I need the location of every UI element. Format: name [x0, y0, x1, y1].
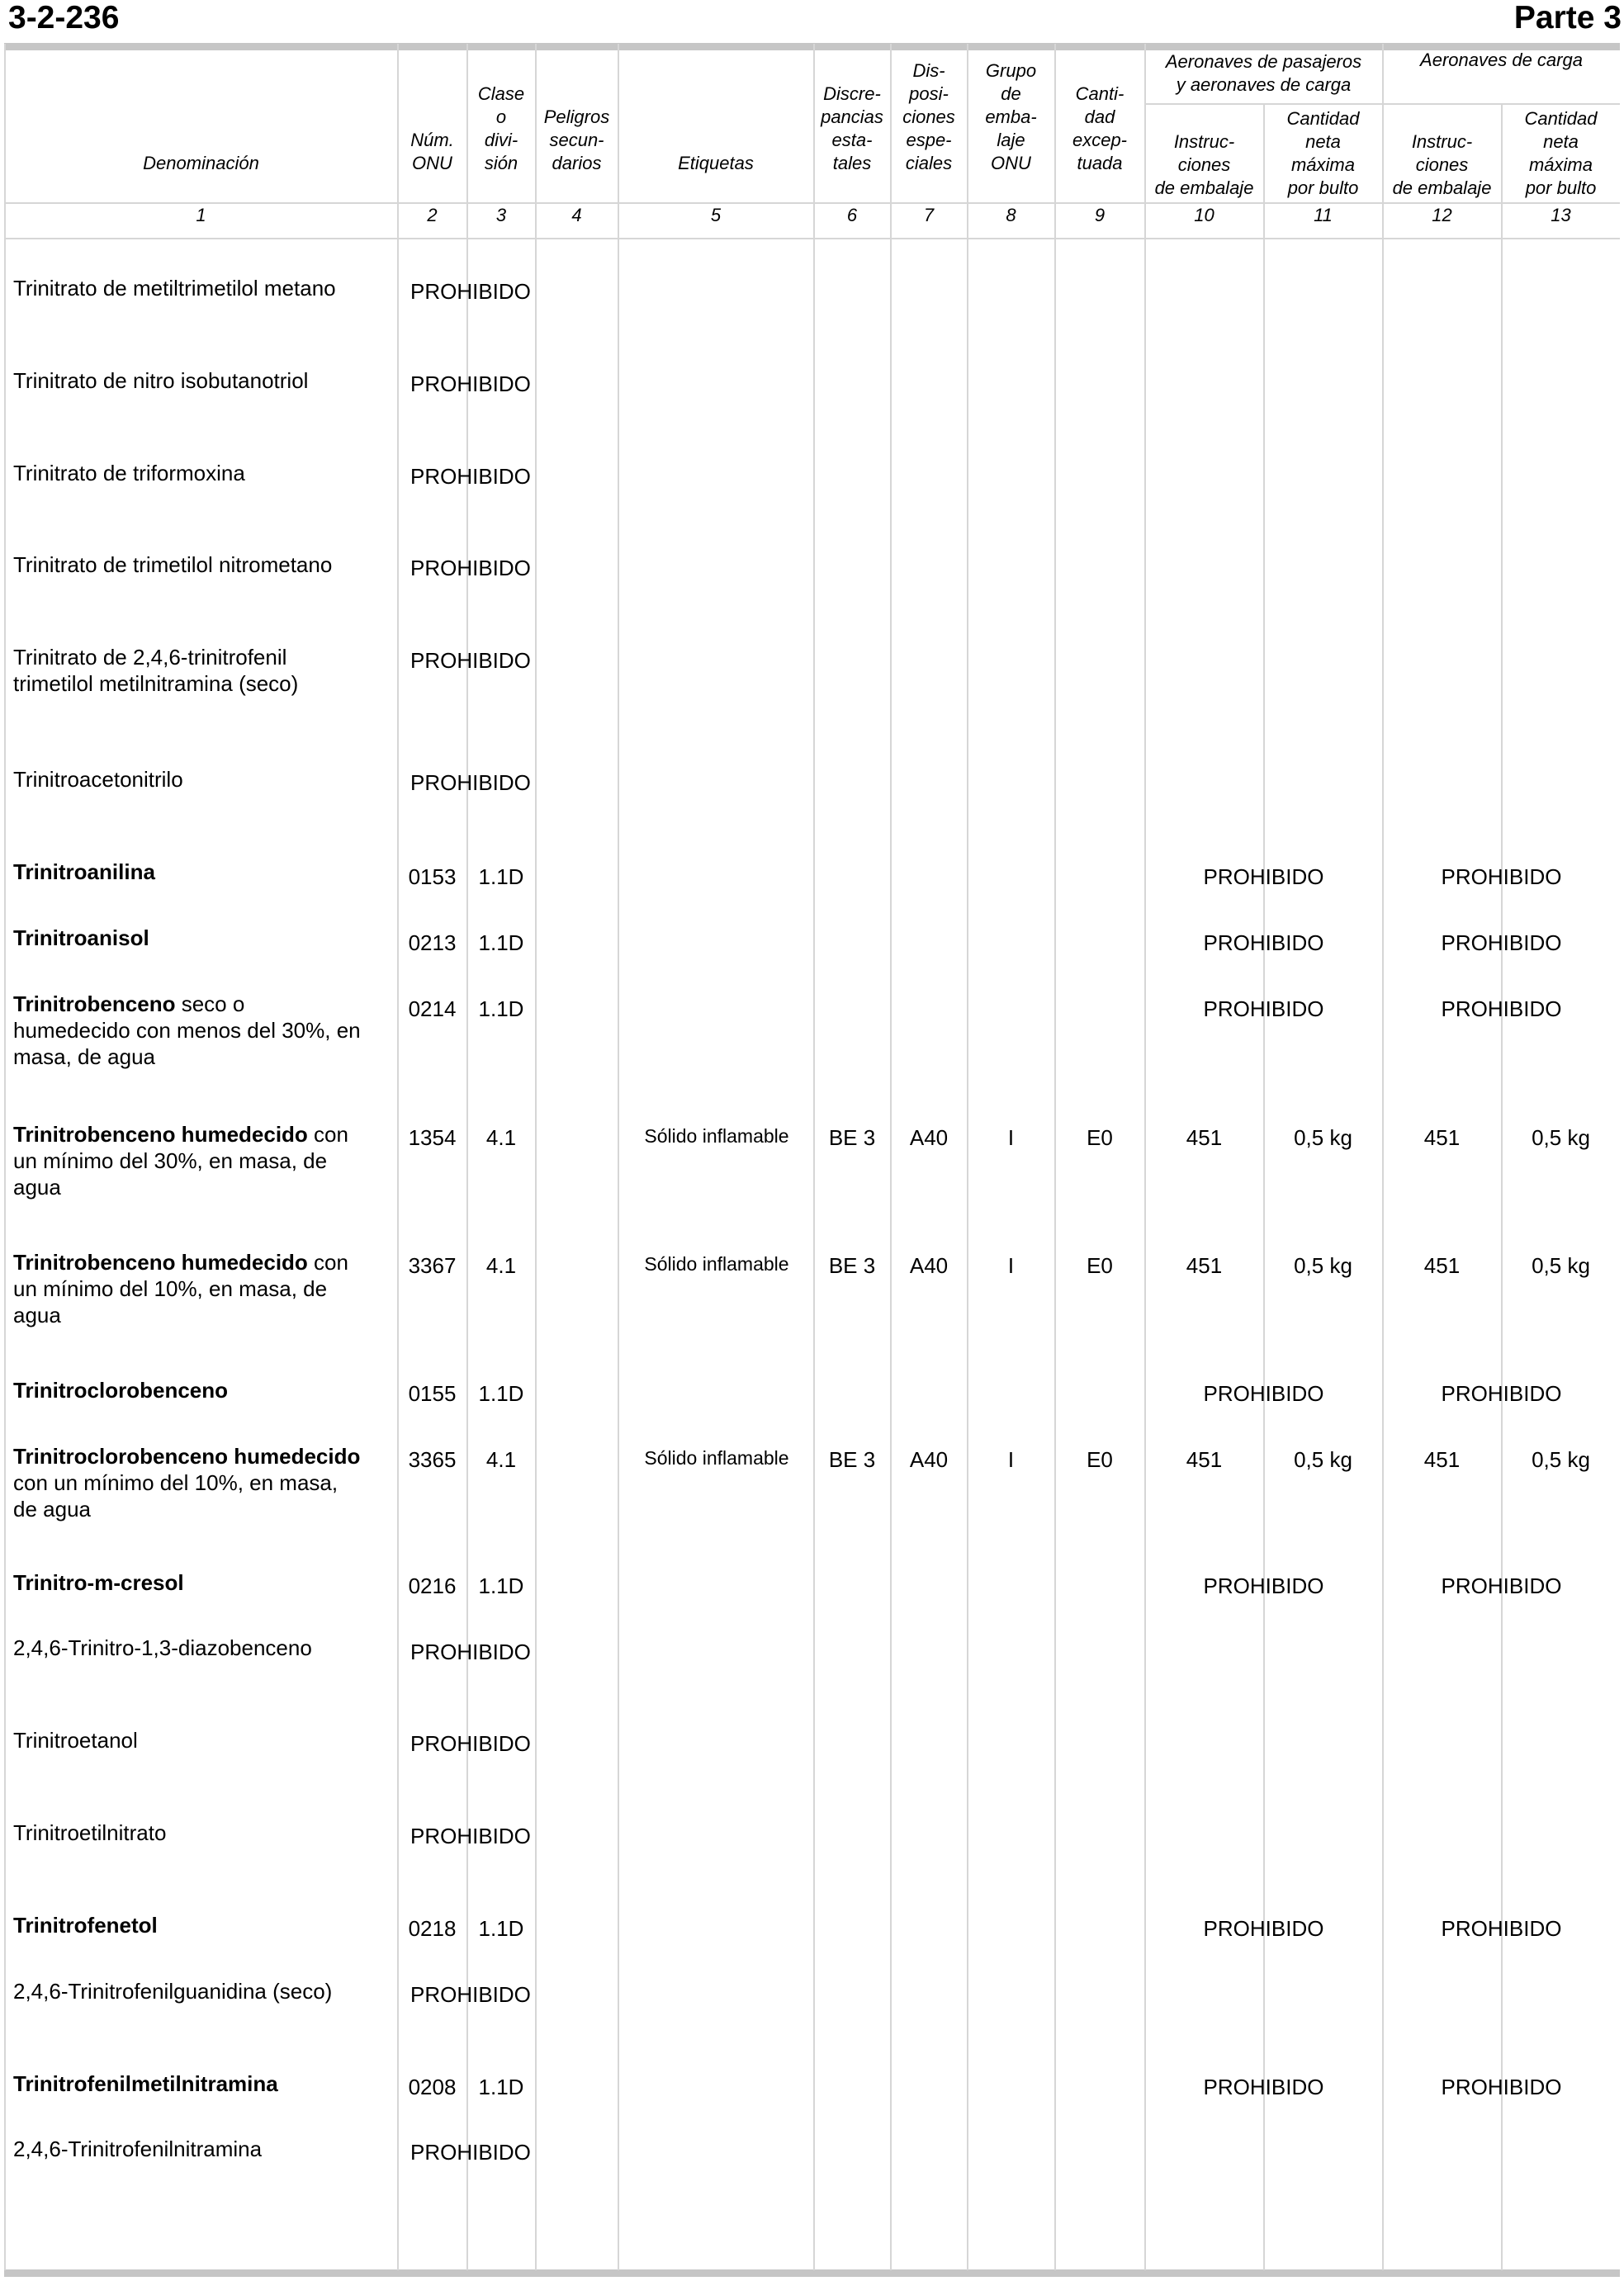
- pax-max-quantity: 0,5 kg: [1294, 1253, 1352, 1278]
- hazard-class: 1.1D: [478, 1381, 524, 1406]
- pax-prohibited: PROHIBIDO: [1203, 2075, 1324, 2099]
- excepted-quantity: E0: [1087, 1253, 1113, 1278]
- cargo-max-quantity: 0,5 kg: [1532, 1125, 1590, 1150]
- un-number: 3365: [408, 1447, 457, 1472]
- col-number: 5: [710, 205, 722, 225]
- col-header-clase: Clase o divi- sión: [477, 83, 525, 173]
- col-header-instrucciones-cargo: Instruc- ciones de embalaje: [1392, 131, 1492, 198]
- cargo-prohibited: PROHIBIDO: [1441, 1574, 1562, 1598]
- table-row-name: 2,4,6-Trinitrofenilguanidina (seco): [13, 1979, 333, 2004]
- table-row-name: Trinitroclorobenceno: [13, 1378, 229, 1403]
- prohibited-status: PROHIBIDO: [410, 648, 531, 673]
- table-row-name: Trinitrobenceno humedecido con un mínimo del 10%, en masa, de agua: [13, 1250, 348, 1327]
- label-text: Sólido inflamable: [644, 1447, 789, 1469]
- cargo-prohibited: PROHIBIDO: [1441, 1381, 1562, 1406]
- col-number: 2: [427, 205, 438, 225]
- col-header-instrucciones-pax: Instruc- ciones de embalaje: [1154, 131, 1254, 198]
- table-row-name: Trinitrobenceno humedecido con un mínimo del 30%, en masa, de agua: [13, 1122, 348, 1200]
- pax-prohibited: PROHIBIDO: [1203, 1574, 1324, 1598]
- col-number: 1: [196, 205, 206, 225]
- pax-prohibited: PROHIBIDO: [1203, 864, 1324, 889]
- special-provision: A40: [909, 1253, 949, 1278]
- packing-group: I: [1007, 1447, 1015, 1472]
- prohibited-status: PROHIBIDO: [410, 1731, 531, 1756]
- hazard-class: 1.1D: [478, 1574, 524, 1598]
- pax-packing-instruction: 451: [1186, 1253, 1223, 1278]
- col-header-cantidad-exceptuada: Canti- dad excep- tuada: [1072, 83, 1128, 173]
- col-header-cantidad-neta-cargo: Cantidad neta máxima por bulto: [1524, 108, 1598, 198]
- table-border-left: [4, 44, 6, 2270]
- state-discrepancy: BE 3: [828, 1125, 876, 1150]
- col-header-disposiciones: Dis- posi- ciones espe- ciales: [902, 60, 955, 173]
- cargo-prohibited: PROHIBIDO: [1441, 996, 1562, 1021]
- prohibited-status: PROHIBIDO: [410, 1640, 531, 1664]
- prohibited-status: PROHIBIDO: [410, 2140, 531, 2165]
- un-number: 0153: [408, 864, 457, 889]
- col-divider: [1263, 104, 1265, 2270]
- prohibited-status: PROHIBIDO: [410, 371, 531, 396]
- pax-max-quantity: 0,5 kg: [1294, 1447, 1352, 1472]
- prohibited-status: PROHIBIDO: [410, 1824, 531, 1848]
- col-divider: [1054, 44, 1056, 2270]
- col-header-discrepancias: Discre- pancias esta- tales: [821, 83, 883, 173]
- table-row-name: Trinitrofenetol: [13, 1913, 158, 1938]
- prohibited-status: PROHIBIDO: [410, 770, 531, 795]
- hazard-class: 1.1D: [478, 864, 524, 889]
- label-text: Sólido inflamable: [644, 1125, 789, 1147]
- table-row-name: Trinitrato de metiltrimetilol metano: [13, 276, 336, 301]
- un-number: 0216: [408, 1574, 457, 1598]
- hazard-class: 1.1D: [478, 2075, 524, 2099]
- hazard-class: 4.1: [485, 1447, 517, 1472]
- pax-prohibited: PROHIBIDO: [1203, 1381, 1324, 1406]
- hazard-class: 1.1D: [478, 930, 524, 955]
- cargo-prohibited: PROHIBIDO: [1441, 864, 1562, 889]
- excepted-quantity: E0: [1087, 1447, 1113, 1472]
- table-row-name: Trinitrato de trimetilol nitrometano: [13, 552, 333, 577]
- header-divider: [4, 202, 1620, 204]
- table-row-name: 2,4,6-Trinitro-1,3-diazobenceno: [13, 1635, 312, 1660]
- col-divider: [890, 44, 892, 2270]
- pax-packing-instruction: 451: [1186, 1125, 1223, 1150]
- packing-group: I: [1007, 1253, 1015, 1278]
- un-number: 0208: [408, 2075, 457, 2099]
- special-provision: A40: [909, 1125, 949, 1150]
- table-row-name: Trinitroanisol: [13, 925, 149, 950]
- pax-prohibited: PROHIBIDO: [1203, 930, 1324, 955]
- un-number: 0218: [408, 1916, 457, 1941]
- col-header-num-onu: Núm. ONU: [410, 130, 454, 173]
- state-discrepancy: BE 3: [828, 1447, 876, 1472]
- label-text: Sólido inflamable: [644, 1253, 789, 1275]
- bottom-rule: [4, 2269, 1620, 2277]
- packing-group: I: [1007, 1125, 1015, 1150]
- un-number: 3367: [408, 1253, 457, 1278]
- col-header-pasajeros-group: Aeronaves de pasajeros y aeronaves de carga: [1165, 51, 1362, 95]
- table-row-name: Trinitrato de triformoxina: [13, 461, 245, 485]
- cargo-max-quantity: 0,5 kg: [1532, 1253, 1590, 1278]
- prohibited-status: PROHIBIDO: [410, 556, 531, 580]
- prohibited-status: PROHIBIDO: [410, 279, 531, 304]
- special-provision: A40: [909, 1447, 949, 1472]
- table-row-name: 2,4,6-Trinitrofenilnitramina: [13, 2137, 263, 2161]
- prohibited-status: PROHIBIDO: [410, 1982, 531, 2007]
- excepted-quantity: E0: [1087, 1125, 1113, 1150]
- prohibited-status: PROHIBIDO: [410, 464, 531, 489]
- cargo-packing-instruction: 451: [1423, 1253, 1461, 1278]
- top-rule: [4, 43, 1620, 50]
- col-header-carga-group: Aeronaves de carga: [1420, 50, 1583, 70]
- col-divider: [1501, 104, 1503, 2270]
- col-divider: [967, 44, 968, 2270]
- table-row-name: Trinitrobenceno seco o humedecido con menos del 30%, en masa, de agua: [13, 991, 361, 1069]
- hazard-class: 4.1: [485, 1125, 517, 1150]
- col-number: 3: [495, 205, 507, 225]
- colnum-divider: [4, 238, 1620, 239]
- col-number: 11: [1314, 205, 1333, 225]
- col-header-grupo: Grupo de emba- laje ONU: [985, 60, 1037, 173]
- table-row-name: Trinitrato de nitro isobutanotriol: [13, 368, 309, 393]
- table-row-name: Trinitroacetonitrilo: [13, 767, 183, 792]
- state-discrepancy: BE 3: [828, 1253, 876, 1278]
- cargo-prohibited: PROHIBIDO: [1441, 2075, 1562, 2099]
- cargo-packing-instruction: 451: [1423, 1447, 1461, 1472]
- table-row-name: Trinitroanilina: [13, 859, 155, 884]
- col-header-denominacion: Denominación: [143, 153, 259, 173]
- col-divider: [618, 44, 619, 2270]
- cargo-prohibited: PROHIBIDO: [1441, 930, 1562, 955]
- hazard-class: 1.1D: [478, 1916, 524, 1941]
- col-number: 4: [571, 205, 582, 225]
- col-header-cantidad-neta-pax: Cantidad neta máxima por bulto: [1286, 108, 1360, 198]
- col-number: 7: [923, 205, 935, 225]
- hazard-class: 1.1D: [478, 996, 524, 1021]
- part-title: Parte 3: [1513, 0, 1622, 35]
- table-row-name: Trinitroetanol: [13, 1728, 138, 1753]
- col-number: 13: [1551, 205, 1571, 225]
- pax-prohibited: PROHIBIDO: [1203, 1916, 1324, 1941]
- col-number: 6: [846, 205, 858, 225]
- cargo-packing-instruction: 451: [1423, 1125, 1461, 1150]
- col-number: 12: [1432, 205, 1452, 225]
- table-row-name: Trinitroclorobenceno humedecido con un mínimo del 10%, en masa, de agua: [13, 1444, 361, 1521]
- pax-prohibited: PROHIBIDO: [1203, 996, 1324, 1021]
- col-divider: [813, 44, 815, 2270]
- table-row-name: Trinitro-m-cresol: [13, 1570, 184, 1595]
- un-number: 0155: [408, 1381, 457, 1406]
- page-number: 3-2-236: [8, 0, 120, 35]
- table-row-name: Trinitrato de 2,4,6-trinitrofenil trimetilol metilnitramina (seco): [13, 645, 299, 696]
- col-number: 10: [1194, 205, 1214, 225]
- col-number: 8: [1006, 205, 1016, 225]
- table-row-name: Trinitroetilnitrato: [13, 1820, 167, 1845]
- col-header-etiquetas: Etiquetas: [678, 153, 754, 173]
- cargo-prohibited: PROHIBIDO: [1441, 1916, 1562, 1941]
- un-number: 1354: [408, 1125, 457, 1150]
- pax-max-quantity: 0,5 kg: [1294, 1125, 1352, 1150]
- un-number: 0213: [408, 930, 457, 955]
- col-header-peligros: Peligros secun- darios: [543, 106, 610, 173]
- col-divider: [535, 44, 537, 2270]
- hazard-class: 4.1: [485, 1253, 517, 1278]
- pax-packing-instruction: 451: [1186, 1447, 1223, 1472]
- table-row-name: Trinitrofenilmetilnitramina: [13, 2071, 278, 2096]
- col-number: 9: [1094, 205, 1106, 225]
- cargo-max-quantity: 0,5 kg: [1532, 1447, 1590, 1472]
- un-number: 0214: [408, 996, 457, 1021]
